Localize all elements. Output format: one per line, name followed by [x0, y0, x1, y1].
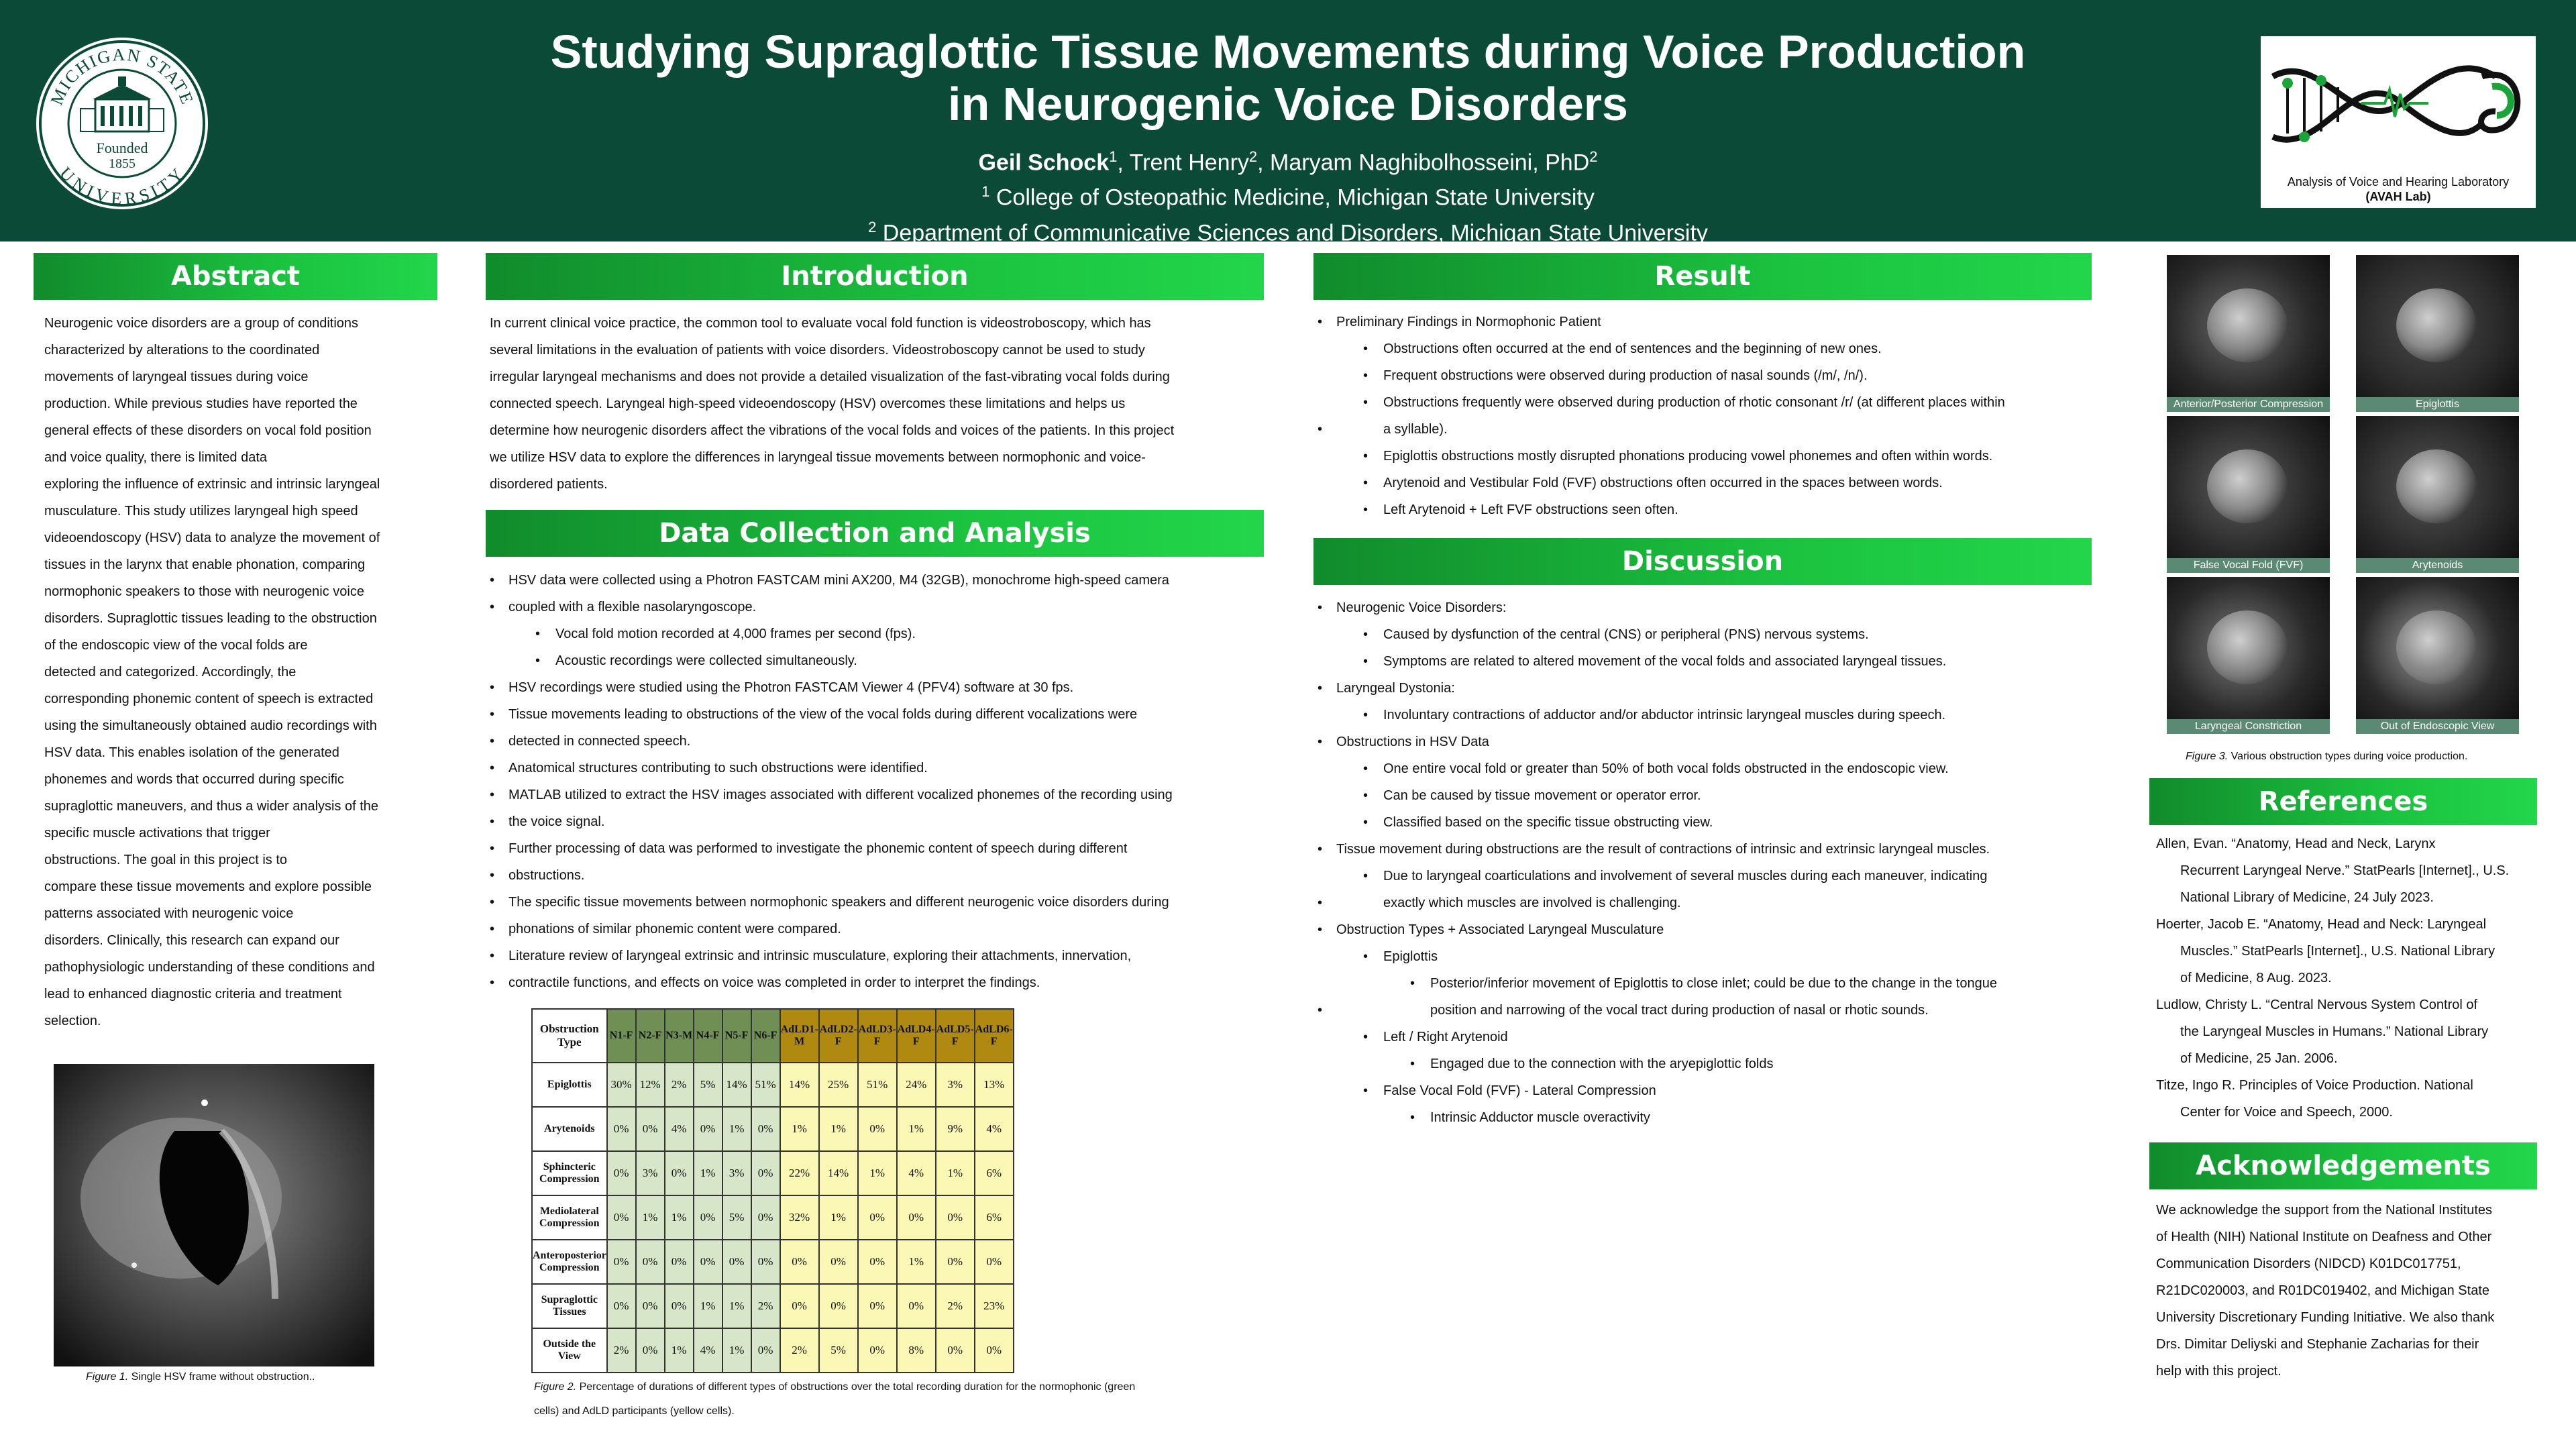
introduction-line: In current clinical voice practice, the common tool to evaluate vocal fold function is videostroboscopy, which has — [490, 316, 1151, 331]
list-item: • Posterior/inferior movement of Epiglottis to close inlet; could be due to the change in the tongue — [1312, 970, 2090, 997]
author-3: , Maryam Naghibolhosseini, PhD — [1257, 150, 1590, 176]
abstract-line: obstructions. The goal in this project is to — [44, 853, 288, 867]
table-cell-adld: 0% — [819, 1240, 858, 1284]
abstract-line: disorders. Clinically, this research can expand our — [44, 933, 339, 948]
affiliation-1: $^1$ College of Osteopathic Medicine, Michigan State University — [981, 183, 1595, 211]
table-cell-normophonic: 2% — [607, 1328, 636, 1373]
introduction-line: irregular laryngeal mechanisms and does not provide a detailed visualization of the fast-vibrating vocal folds during — [490, 370, 1170, 384]
title-line-1: Studying Supraglottic Tissue Movements during Voice Production — [550, 25, 2026, 78]
table-cell-adld: 0% — [975, 1240, 1014, 1284]
reference-line: Muscles.” StatPearls [Internet]., U.S. National Library — [2180, 944, 2496, 959]
list-item: • HSV recordings were studied using the Photron FASTCAM Viewer 4 (PFV4) software at 30 fps. — [484, 674, 1263, 701]
reference-line: Titze, Ingo R. Principles of Voice Production. National — [2156, 1078, 2473, 1093]
table-row-label: Sphincteric Compression — [532, 1151, 607, 1195]
table-cell-normophonic: 0% — [751, 1107, 780, 1151]
list-item: • Can be caused by tissue movement or operator error. — [1312, 782, 2090, 809]
avah-caption: Analysis of Voice and Hearing Laboratory (AVAH Lab) — [2287, 175, 2510, 203]
abstract-line: production. While previous studies have reported the — [44, 396, 358, 411]
table-cell-normophonic: 1% — [694, 1284, 722, 1328]
table-cell-normophonic: 0% — [607, 1240, 636, 1284]
abstract-line: tissues in the larynx that enable phonation, comparing — [44, 557, 366, 572]
abstract-line: compare these tissue movements and explore possible — [44, 879, 372, 894]
abstract-line: patterns associated with neurogenic voice — [44, 906, 294, 921]
table-cell-normophonic: 0% — [665, 1284, 694, 1328]
list-item: • Intrinsic Adductor muscle overactivity — [1312, 1104, 2090, 1131]
table-cell-normophonic: 1% — [665, 1195, 694, 1240]
table-cell-adld: 6% — [975, 1195, 1014, 1240]
table-cell-adld: 51% — [858, 1063, 897, 1107]
table-row-label: Arytenoids — [532, 1107, 607, 1151]
table-cell-normophonic: 51% — [751, 1063, 780, 1107]
list-item: • Vocal fold motion recorded at 4,000 frames per second (fps). — [484, 621, 1263, 647]
table-cell-adld: 0% — [858, 1240, 897, 1284]
table-cell-adld: 8% — [897, 1328, 936, 1373]
abstract-line: using the simultaneously obtained audio recordings with — [44, 718, 377, 733]
table-cell-normophonic: 2% — [751, 1284, 780, 1328]
table-cell-normophonic: 12% — [636, 1063, 665, 1107]
table-header-adld: AdLD1-M — [780, 1009, 819, 1063]
table-cell-adld: 0% — [858, 1284, 897, 1328]
table-row — [532, 1284, 1014, 1328]
author-2: , Trent Henry — [1117, 150, 1249, 176]
list-item: • Tissue movements leading to obstructions of the view of the vocal folds during different vocalizations were — [484, 701, 1263, 728]
list-item: • Obstructions in HSV Data — [1312, 729, 2090, 755]
seal-bottom-text: UNIVERSITY — [56, 163, 189, 209]
title-line-2: in Neurogenic Voice Disorders — [948, 78, 1628, 130]
table-cell-normophonic: 14% — [722, 1063, 751, 1107]
endoscope-image — [2207, 449, 2288, 523]
table-cell-adld: 9% — [936, 1107, 975, 1151]
table-cell-adld: 14% — [780, 1063, 819, 1107]
table-cell-adld: 0% — [819, 1284, 858, 1328]
figure-3-thumbnail — [2356, 255, 2519, 412]
list-item: • HSV data were collected using a Photron FASTCAM mini AX200, M4 (32GB), monochrome high-speed camera — [484, 567, 1263, 594]
table-cell-adld: 4% — [897, 1151, 936, 1195]
reference-line: Recurrent Laryngeal Nerve.” StatPearls [Internet]., U.S. — [2180, 863, 2510, 878]
table-cell-normophonic: 0% — [665, 1240, 694, 1284]
table-cell-normophonic: 0% — [694, 1195, 722, 1240]
table-cell-normophonic: 1% — [722, 1107, 751, 1151]
list-item-continuation: • the voice signal. — [484, 808, 1263, 835]
introduction-line: determine how neurogenic disorders affect the vibrations of the vocal folds and voices of the patients. In this project — [490, 423, 1175, 438]
table-cell-normophonic: 0% — [636, 1284, 665, 1328]
figure-3-thumbnail — [2356, 416, 2519, 573]
msu-seal-logo — [34, 35, 211, 213]
figure-3-thumbnail-label: Anterior/Posterior Compression — [2167, 397, 2330, 412]
abstract-line: selection. — [44, 1014, 101, 1028]
affiliation-2: $^2$ Department of Communicative Sciences and Disorders, Michigan State University — [868, 218, 1708, 246]
table-cell-adld: 0% — [936, 1328, 975, 1373]
table-cell-adld: 0% — [858, 1195, 897, 1240]
table-cell-adld: 1% — [897, 1107, 936, 1151]
table-cell-normophonic: 0% — [607, 1195, 636, 1240]
table-cell-normophonic: 30% — [607, 1063, 636, 1107]
table-cell-adld: 6% — [975, 1151, 1014, 1195]
table-cell-adld: 22% — [780, 1151, 819, 1195]
table-cell-adld: 2% — [936, 1284, 975, 1328]
table-cell-adld: 0% — [897, 1195, 936, 1240]
introduction-line: disordered patients. — [490, 477, 608, 492]
figure-3-thumbnail — [2167, 255, 2330, 412]
table-cell-adld: 0% — [780, 1240, 819, 1284]
avah-dna-icon — [2261, 36, 2536, 170]
table-cell-normophonic: 0% — [636, 1107, 665, 1151]
table-cell-adld: 0% — [975, 1328, 1014, 1373]
list-item: • Preliminary Findings in Normophonic Patient — [1312, 309, 2090, 335]
obstruction-table — [531, 1008, 1014, 1373]
table-cell-normophonic: 0% — [636, 1240, 665, 1284]
table-header-normophonic: N6-F — [751, 1009, 780, 1063]
table-row — [532, 1195, 1014, 1240]
table-header-normophonic: N3-M — [665, 1009, 694, 1063]
list-item: • Tissue movement during obstructions are the result of contractions of intrinsic and extrinsic laryngeal muscles. — [1312, 836, 2090, 863]
table-cell-adld: 32% — [780, 1195, 819, 1240]
poster-title — [429, 25, 2147, 130]
acknowledgements-heading: Acknowledgements — [2149, 1142, 2537, 1189]
acknowledgements-line: R21DC020003, and R01DC019402, and Michigan State — [2156, 1283, 2490, 1298]
endoscope-image — [2396, 610, 2477, 684]
table-cell-normophonic: 1% — [665, 1328, 694, 1373]
list-item: • Literature review of laryngeal extrinsic and intrinsic musculature, exploring their attachments, innervation, — [484, 943, 1263, 969]
acknowledgements-line: help with this project. — [2156, 1364, 2282, 1379]
list-item-continuation: • position and narrowing of the vocal tract during production of nasal or rhotic sounds. — [1312, 997, 2090, 1024]
figure-3-caption: Figure 3. Various obstruction types during voice production. — [2186, 751, 2468, 762]
reference-entry — [2156, 830, 2529, 911]
table-row-label: Supraglottic Tissues — [532, 1284, 607, 1328]
author-block — [429, 142, 2147, 248]
table-header-normophonic: N5-F — [722, 1009, 751, 1063]
reference-line: Center for Voice and Speech, 2000. — [2180, 1105, 2393, 1120]
abstract-body — [44, 310, 433, 1034]
table-cell-normophonic: 1% — [694, 1151, 722, 1195]
references-list — [2156, 830, 2529, 1126]
abstract-line: specific muscle activations that trigger — [44, 826, 270, 841]
list-item: • MATLAB utilized to extract the HSV images associated with different vocalized phonemes of the recording using — [484, 782, 1263, 808]
table-cell-adld: 25% — [819, 1063, 858, 1107]
table-cell-normophonic: 0% — [607, 1151, 636, 1195]
table-cell-normophonic: 0% — [607, 1284, 636, 1328]
table-cell-normophonic: 4% — [665, 1107, 694, 1151]
abstract-line: and voice quality, there is limited data — [44, 450, 268, 465]
table-cell-normophonic: 3% — [722, 1151, 751, 1195]
methods-list — [484, 567, 1263, 996]
list-item: • False Vocal Fold (FVF) - Lateral Compression — [1312, 1077, 2090, 1104]
seal-top-text: MICHIGAN STATE — [46, 44, 198, 108]
acknowledgements-line: Communication Disorders (NIDCD) K01DC017751, — [2156, 1256, 2461, 1271]
figure-3-thumbnail — [2167, 577, 2330, 734]
table-cell-normophonic: 0% — [665, 1151, 694, 1195]
list-item: • Obstructions frequently were observed during production of rhotic consonant /r/ (at different places within — [1312, 389, 2090, 416]
list-item: • Engaged due to the connection with the aryepiglottic folds — [1312, 1051, 2090, 1077]
abstract-line: normophonic speakers to those with neurogenic voice — [44, 584, 364, 599]
table-cell-normophonic: 0% — [636, 1328, 665, 1373]
list-item: • Caused by dysfunction of the central (CNS) or peripheral (PNS) nervous systems. — [1312, 621, 2090, 648]
table-cell-adld: 23% — [975, 1284, 1014, 1328]
table-cell-adld: 24% — [897, 1063, 936, 1107]
discussion-heading: Discussion — [1313, 538, 2092, 585]
list-item: • Classified based on the specific tissue obstructing view. — [1312, 809, 2090, 836]
table-cell-adld: 4% — [975, 1107, 1014, 1151]
table-cell-adld: 1% — [819, 1195, 858, 1240]
list-item: • Arytenoid and Vestibular Fold (FVF) obstructions often occurred in the spaces between words. — [1312, 470, 2090, 496]
reference-line: Hoerter, Jacob E. “Anatomy, Head and Neck: Laryngeal — [2156, 917, 2487, 932]
abstract-line: general effects of these disorders on vocal fold position — [44, 423, 372, 438]
reference-line: National Library of Medicine, 24 July 2023. — [2180, 890, 2434, 905]
table-cell-adld: 14% — [819, 1151, 858, 1195]
list-item: • Obstructions often occurred at the end of sentences and the beginning of new ones. — [1312, 335, 2090, 362]
reference-entry — [2156, 911, 2529, 991]
figure-3-thumbnail-label: Laryngeal Constriction — [2167, 719, 2330, 734]
table-header-adld: AdLD2-F — [819, 1009, 858, 1063]
table-cell-normophonic: 4% — [694, 1328, 722, 1373]
reference-line: Ludlow, Christy L. “Central Nervous System Control of — [2156, 998, 2478, 1012]
table-cell-normophonic: 1% — [722, 1328, 751, 1373]
table-cell-normophonic: 0% — [751, 1151, 780, 1195]
abstract-line: of the endoscopic view of the vocal folds are — [44, 638, 308, 653]
figure-3-thumbnail — [2167, 416, 2330, 573]
table-cell-normophonic: 0% — [694, 1107, 722, 1151]
abstract-line: disorders. Supraglottic tissues leading to the obstruction — [44, 611, 377, 626]
list-item-continuation: • contractile functions, and effects on voice was completed in order to interpret the findings. — [484, 969, 1263, 996]
list-item-continuation: • exactly which muscles are involved is challenging. — [1312, 890, 2090, 916]
discussion-list — [1312, 594, 2090, 1131]
list-item: • Epiglottis obstructions mostly disrupted phonations producing vowel phonemes and often within words. — [1312, 443, 2090, 470]
introduction-line: we utilize HSV data to explore the differences in laryngeal tissue movements between normophonic and voice- — [490, 450, 1146, 465]
list-item-continuation: • detected in connected speech. — [484, 728, 1263, 755]
reference-line: of Medicine, 8 Aug. 2023. — [2180, 971, 2332, 985]
table-cell-adld: 2% — [780, 1328, 819, 1373]
abstract-line: videoendoscopy (HSV) data to analyze the movement of — [44, 531, 380, 545]
table-header-normophonic: N4-F — [694, 1009, 722, 1063]
figure-3-thumbnail — [2356, 577, 2519, 734]
figure-2-caption: Figure 2. Percentage of durations of different types of obstructions over the total recording duration for the normophonic (green cells) and AdLD participants (yellow cells). — [534, 1381, 1136, 1417]
table-cell-adld: 0% — [858, 1328, 897, 1373]
introduction-line: several limitations in the evaluation of patients with voice disorders. Videostroboscopy cannot be used to study — [490, 343, 1145, 358]
table-cell-normophonic: 3% — [636, 1151, 665, 1195]
table-header-adld: AdLD3-F — [858, 1009, 897, 1063]
list-item: • Left Arytenoid + Left FVF obstructions seen often. — [1312, 496, 2090, 523]
acknowledgements-line: We acknowledge the support from the National Institutes — [2156, 1203, 2493, 1218]
list-item-continuation: • phonations of similar phonemic content were compared. — [484, 916, 1263, 943]
table-header-normophonic: N1-F — [607, 1009, 636, 1063]
table-cell-normophonic: 0% — [607, 1107, 636, 1151]
list-item: • Left / Right Arytenoid — [1312, 1024, 2090, 1051]
endoscope-image — [2207, 610, 2288, 684]
introduction-heading: Introduction — [486, 253, 1264, 300]
list-item: • One entire vocal fold or greater than 50% of both vocal folds obstructed in the endoscopic view. — [1312, 755, 2090, 782]
abstract-line: exploring the influence of extrinsic and intrinsic laryngeal — [44, 477, 380, 492]
introduction-body — [490, 310, 1261, 498]
table-cell-adld: 1% — [858, 1151, 897, 1195]
endoscope-image — [2207, 288, 2288, 362]
table-cell-adld: 1% — [780, 1107, 819, 1151]
list-item: • Laryngeal Dystonia: — [1312, 675, 2090, 702]
table-row-label: Anteroposterior Compression — [532, 1240, 607, 1284]
endoscope-image — [2396, 288, 2477, 362]
references-heading: References — [2149, 778, 2537, 825]
author-line: Geil Schock$^1$, Trent Henry$^2$, Maryam Naghibolhosseini, PhD$^2$ — [978, 148, 1598, 176]
list-item: • Due to laryngeal coarticulations and involvement of several muscles during each maneuver, indicating — [1312, 863, 2090, 890]
avah-lab-logo — [2261, 36, 2536, 208]
reference-line: the Laryngeal Muscles in Humans.” National Library — [2180, 1024, 2489, 1039]
reference-entry — [2156, 1072, 2529, 1126]
table-cell-adld: 5% — [819, 1328, 858, 1373]
acknowledgements-line: Drs. Dimitar Deliyski and Stephanie Zacharias for their — [2156, 1337, 2479, 1352]
abstract-line: phonemes and words that occurred during specific — [44, 772, 344, 787]
table-cell-adld: 1% — [819, 1107, 858, 1151]
table-cell-normophonic: 0% — [751, 1328, 780, 1373]
introduction-line: connected speech. Laryngeal high-speed videoendoscopy (HSV) overcomes these limitations and helps us — [490, 396, 1126, 411]
table-cell-adld: 1% — [936, 1151, 975, 1195]
methods-heading: Data Collection and Analysis — [486, 510, 1264, 557]
table-row — [532, 1328, 1014, 1373]
abstract-line: characterized by alterations to the coordinated — [44, 343, 320, 358]
figure-3-thumbnail-label: False Vocal Fold (FVF) — [2167, 558, 2330, 573]
table-row — [532, 1107, 1014, 1151]
reference-entry — [2156, 991, 2529, 1072]
abstract-line: lead to enhanced diagnostic criteria and treatment — [44, 987, 342, 1002]
table-cell-adld: 13% — [975, 1063, 1014, 1107]
table-row-label: Mediolateral Compression — [532, 1195, 607, 1240]
list-item-continuation: • a syllable). — [1312, 416, 2090, 443]
acknowledgements-body — [2156, 1197, 2532, 1385]
figure-3-thumbnail-label: Epiglottis — [2356, 397, 2519, 412]
table-row — [532, 1240, 1014, 1284]
abstract-line: corresponding phonemic content of speech is extracted — [44, 692, 374, 706]
table-cell-normophonic: 2% — [665, 1063, 694, 1107]
reference-line: Allen, Evan. “Anatomy, Head and Neck, Larynx — [2156, 837, 2436, 851]
table-cell-adld: 1% — [897, 1240, 936, 1284]
table-cell-adld: 0% — [936, 1195, 975, 1240]
reference-line: of Medicine, 25 Jan. 2006. — [2180, 1051, 2338, 1066]
table-row-label: Epiglottis — [532, 1063, 607, 1107]
table-cell-adld: 0% — [858, 1107, 897, 1151]
figure-1-image — [54, 1064, 374, 1366]
list-item: • Obstruction Types + Associated Laryngeal Musculature — [1312, 916, 2090, 943]
table-header-adld: AdLD5-F — [936, 1009, 975, 1063]
table-cell-normophonic: 5% — [694, 1063, 722, 1107]
list-item: • Involuntary contractions of adductor and/or abductor intrinsic laryngeal muscles during speech. — [1312, 702, 2090, 729]
table-cell-adld: 0% — [936, 1240, 975, 1284]
list-item: • Symptoms are related to altered movement of the vocal folds and associated laryngeal tissues. — [1312, 648, 2090, 675]
table-row — [532, 1151, 1014, 1195]
table-header-adld: AdLD4-F — [897, 1009, 936, 1063]
table-header-corner: Obstruction Type — [532, 1009, 607, 1063]
list-item: • Further processing of data was performed to investigate the phonemic content of speech during different — [484, 835, 1263, 862]
table-cell-adld: 0% — [897, 1284, 936, 1328]
abstract-line: HSV data. This enables isolation of the generated — [44, 745, 339, 760]
figure-3-thumbnail-label: Out of Endoscopic View — [2356, 719, 2519, 734]
list-item: • The specific tissue movements between normophonic speakers and different neurogenic voice disorders during — [484, 889, 1263, 916]
result-heading: Result — [1313, 253, 2092, 300]
figure-1-caption: Figure 1. Single HSV frame without obstruction.. — [86, 1371, 315, 1383]
table-cell-normophonic: 5% — [722, 1195, 751, 1240]
abstract-line: movements of laryngeal tissues during voice — [44, 370, 309, 384]
list-item: • Frequent obstructions were observed during production of nasal sounds (/m/, /n/). — [1312, 362, 2090, 389]
abstract-line: supraglottic maneuvers, and thus a wider analysis of the — [44, 799, 379, 814]
list-item: • Neurogenic Voice Disorders: — [1312, 594, 2090, 621]
abstract-line: pathophysiologic understanding of these conditions and — [44, 960, 375, 975]
list-item: • Anatomical structures contributing to such obstructions were identified. — [484, 755, 1263, 782]
list-item: • Epiglottis — [1312, 943, 2090, 970]
table-cell-normophonic: 1% — [636, 1195, 665, 1240]
table-cell-normophonic: 0% — [751, 1195, 780, 1240]
result-list — [1312, 309, 2090, 523]
table-cell-normophonic: 0% — [751, 1240, 780, 1284]
table-row — [532, 1063, 1014, 1107]
list-item-continuation: • coupled with a flexible nasolaryngoscope. — [484, 594, 1263, 621]
abstract-heading: Abstract — [34, 253, 437, 300]
seal-year: 1855 — [109, 156, 136, 171]
list-item-continuation: • obstructions. — [484, 862, 1263, 889]
acknowledgements-line: of Health (NIH) National Institute on Deafness and Other — [2156, 1230, 2492, 1244]
table-cell-normophonic: 0% — [722, 1240, 751, 1284]
acknowledgements-line: University Discretionary Funding Initiative. We also thank — [2156, 1310, 2495, 1325]
list-item: • Acoustic recordings were collected simultaneously. — [484, 647, 1263, 674]
figure-3-thumbnail-label: Arytenoids — [2356, 558, 2519, 573]
poster-header — [0, 0, 2576, 246]
table-cell-normophonic: 0% — [694, 1240, 722, 1284]
table-cell-normophonic: 1% — [722, 1284, 751, 1328]
table-row-label: Outside the View — [532, 1328, 607, 1373]
table-cell-adld: 0% — [780, 1284, 819, 1328]
endoscope-image — [2396, 449, 2477, 523]
abstract-line: Neurogenic voice disorders are a group of conditions — [44, 316, 359, 331]
table-header-normophonic: N2-F — [636, 1009, 665, 1063]
table-header-adld: AdLD6-F — [975, 1009, 1014, 1063]
table-cell-adld: 3% — [936, 1063, 975, 1107]
abstract-line: musculature. This study utilizes laryngeal high speed — [44, 504, 358, 519]
author-1: Geil Schock — [978, 150, 1110, 176]
abstract-line: detected and categorized. Accordingly, the — [44, 665, 297, 680]
seal-founded: Founded — [96, 140, 148, 156]
